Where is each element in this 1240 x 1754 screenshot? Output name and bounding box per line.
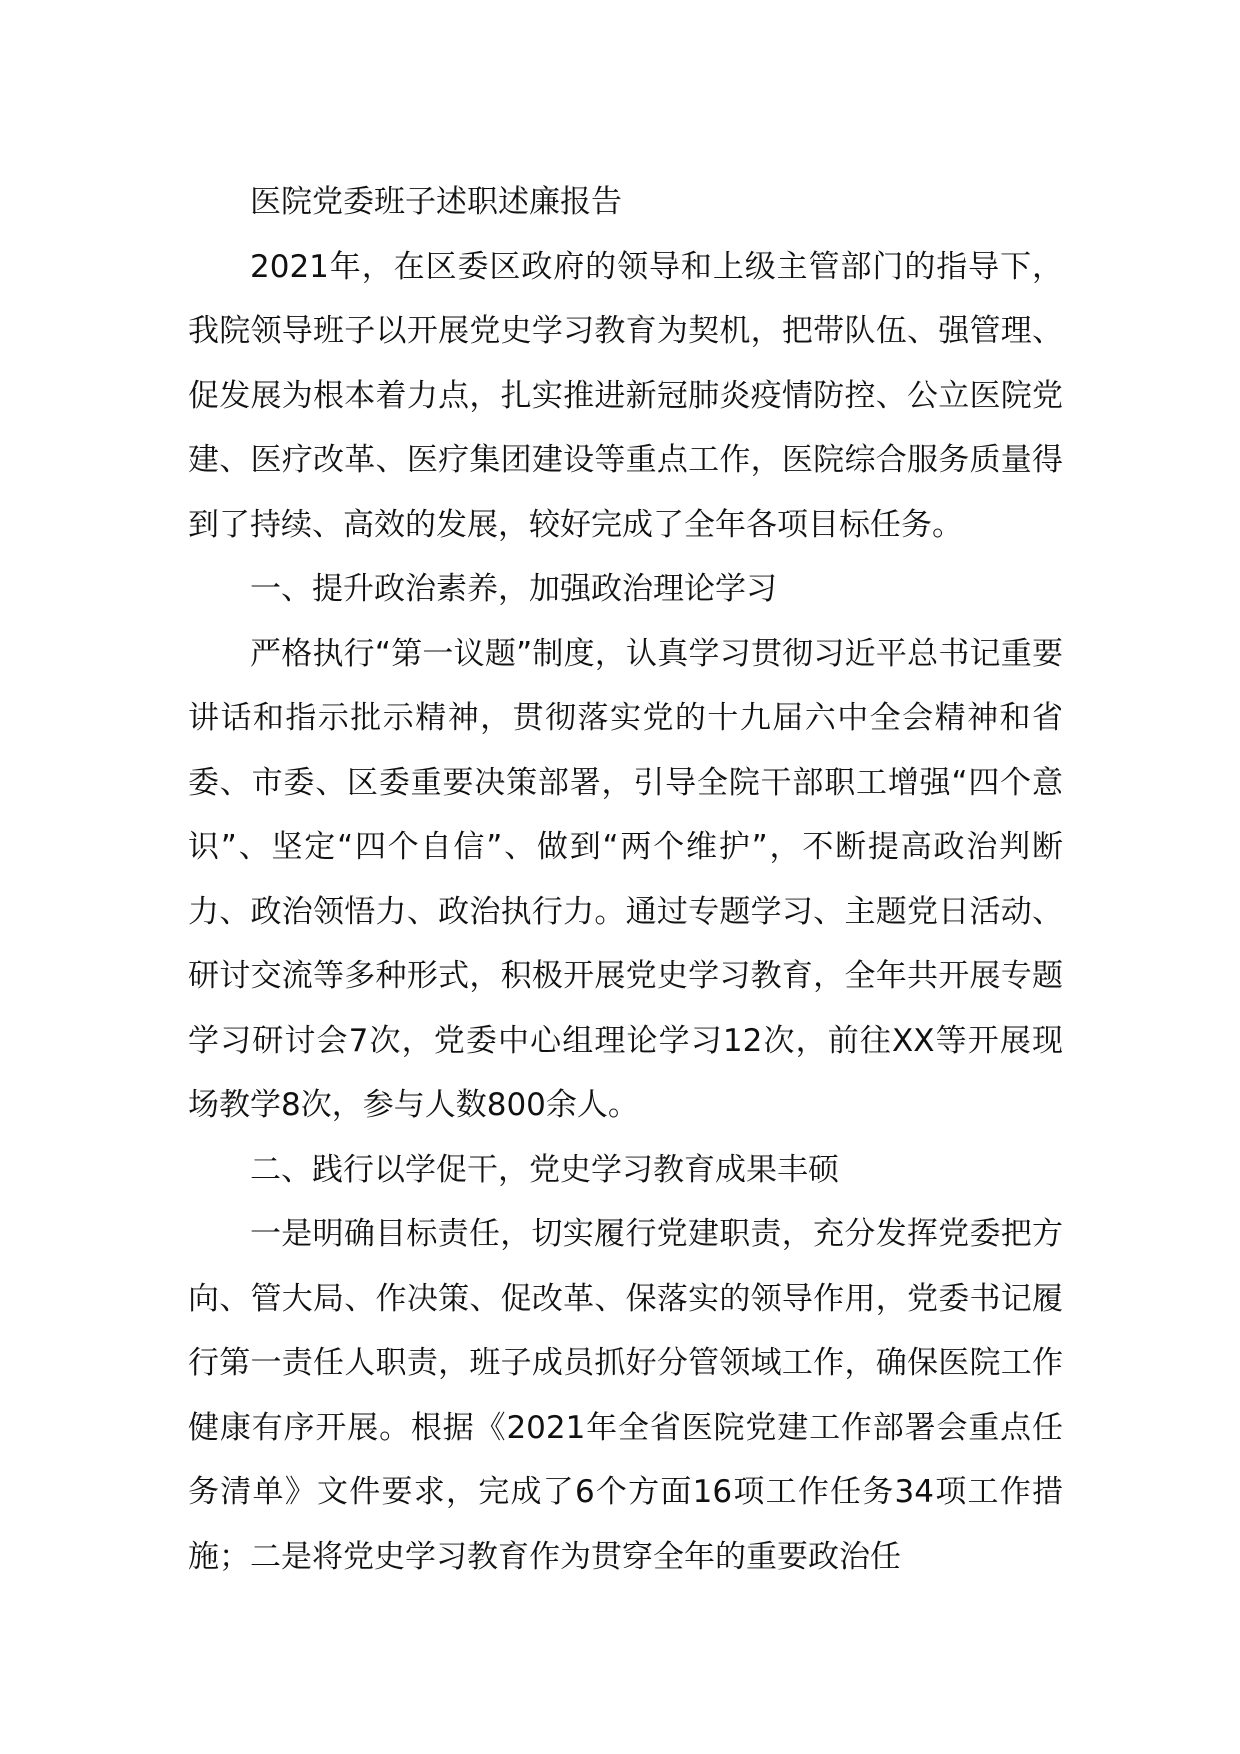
section-heading-1: 一、提升政治素养，加强政治理论学习 <box>250 571 777 607</box>
paragraph-section-2: 一是明确目标责任，切实履行党建职责，充分发挥党委把方向、管大局、作决策、促改革、保落实的领导作用，党委书记履行第一责任人职责，班子成员抓好分管领域工作，确保医院工作健康有序开展。根据《2021年全省医院党建工作部署会重点任务清单》文件要求，完成了6个方面16项工作任务34项工作措施；二是将党史学习教育作为贯穿全年的重要政治任 <box>188 1216 1063 1575</box>
paragraph-intro: 2021年，在区委区政府的领导和上级主管部门的指导下，我院领导班子以开展党史学习教育为契机，把带队伍、强管理、促发展为根本着力点，扎实推进新冠肺炎疫情防控、公立医院党建、医疗改革、医疗集团建设等重点工作，医院综合服务质量得到了持续、高效的发展，较好完成了全年各项目标任务。 <box>188 248 1063 543</box>
document-title: 医院党委班子述职述廉报告 <box>250 184 622 220</box>
paragraph-section-1: 严格执行“第一议题”制度，认真学习贯彻习近平总书记重要讲话和指示批示精神，贯彻落实党的十九届六中全会精神和省委、市委、区委重要决策部署，引导全院干部职工增强“四个意识”、坚定“四个自信”、做到“两个维护”，不断提高政治判断力、政治领悟力、政治执行力。通过专题学习、主题党日活动、研讨交流等多种形式，积极开展党史学习教育，全年共开展专题学习研讨会7次，党委中心组理论学习12次，前往XX等开展现场教学8次，参与人数800余人。 <box>188 635 1063 1123</box>
section-heading-2: 二、践行以学促干，党史学习教育成果丰硕 <box>250 1151 839 1188</box>
document-body <box>188 170 1063 1589</box>
